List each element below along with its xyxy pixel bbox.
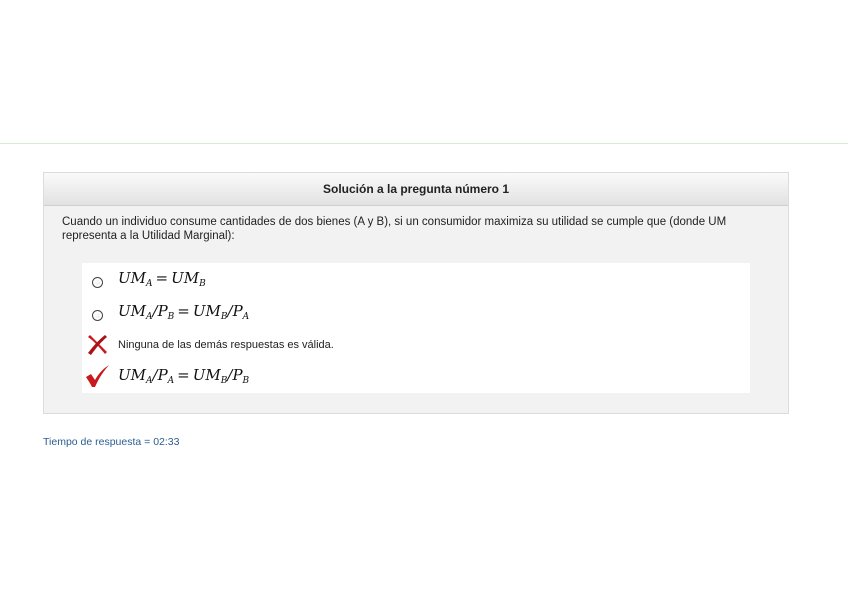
answer-option-1[interactable] (82, 265, 750, 293)
question-text: Cuando un individuo consume cantidades de dos bienes (A y B), si un consumidor maximiza su utilidad se cumple que (donde UM representa a la Utilidad Marginal): (62, 216, 727, 242)
top-divider (0, 143, 848, 144)
panel-title: Solución a la pregunta número 1 (44, 173, 788, 206)
answer-option-4 (82, 362, 750, 390)
option-formula: $UM_A/P_B = UM_B/P_A$ (118, 302, 250, 322)
option-formula: $UM_A/P_A = UM_B/P_B$ (118, 366, 250, 386)
radio-button[interactable] (82, 265, 112, 293)
option-formula: $UM_A = UM_B$ (118, 269, 206, 289)
correct-check-icon (82, 362, 112, 390)
solution-panel (43, 172, 789, 414)
response-time: Tiempo de respuesta = 02:33 (43, 436, 180, 448)
answer-options (82, 263, 750, 393)
answer-option-2[interactable] (82, 298, 750, 326)
option-text: Ninguna de las demás respuestas es válida. (118, 339, 334, 351)
answer-option-3 (82, 331, 750, 359)
wrong-cross-icon (82, 331, 112, 359)
radio-button[interactable] (82, 298, 112, 326)
